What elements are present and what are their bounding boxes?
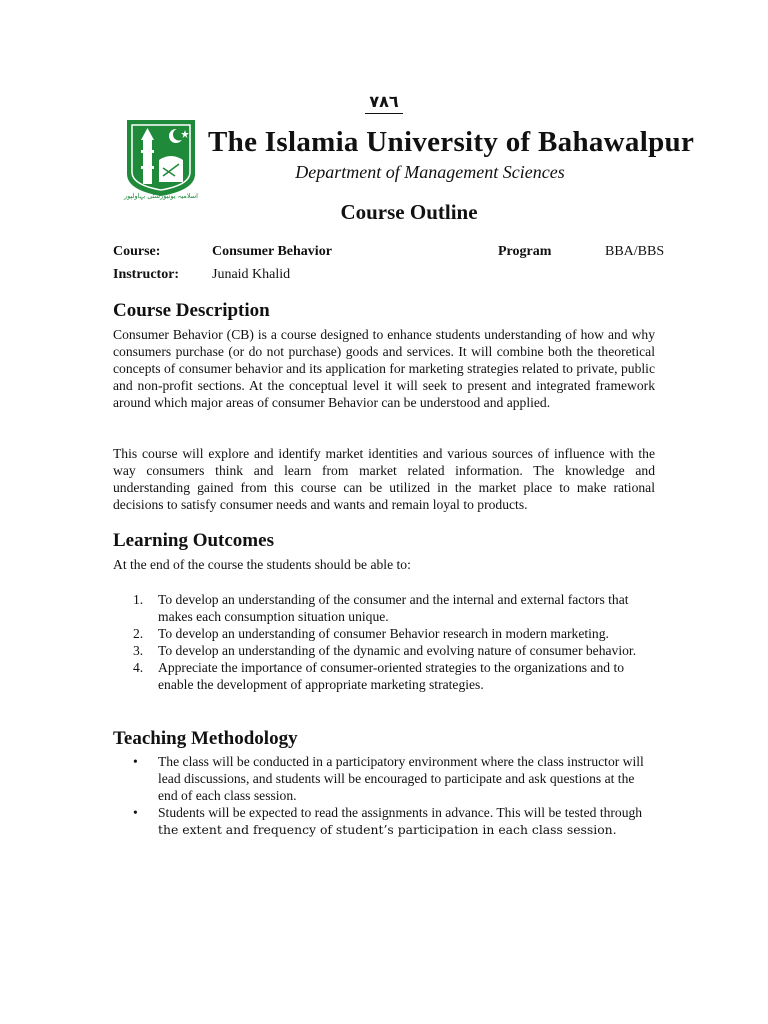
list-number: 4. [133,660,144,675]
list-text: To develop an understanding of consumer Behavior research in modern marketing. [158,626,609,641]
list-item [113,625,655,642]
list-item [113,642,655,659]
list-text-continued: the extent and frequency of student’s participation in each class session. [158,822,617,837]
instructor-value: Junaid Khalid [212,267,291,282]
list-number: 2. [133,626,144,641]
bismillah-numeral: ٧٨٦ [0,92,768,114]
university-name: The Islamia University of Bahawalpur [208,126,695,158]
outcomes-intro: At the end of the course the students should be able to: [113,557,411,572]
methodology-list [113,753,655,838]
list-item [113,591,655,625]
department-name: Department of Management Sciences [295,162,565,182]
program-label: Program [498,244,552,259]
university-crest-icon [119,116,203,200]
course-label: Course: [113,244,161,259]
course-value: Consumer Behavior [212,244,332,259]
list-item [113,753,655,804]
crest-inscription: اسلامیہ یونیورسٹی بہاولپور [124,192,198,200]
list-text: Students will be expected to read the assignments in advance. This will be tested through [158,805,643,820]
page-title: Course Outline [340,200,478,224]
list-text: Appreciate the importance of consumer-oriented strategies to the organizations and to enable the development of appropriate marketing strategies. [158,660,625,692]
instructor-label: Instructor: [113,267,180,282]
list-text: To develop an understanding of the consumer and the internal and external factors that makes each consumption situation unique. [158,592,629,624]
list-number: 3. [133,643,144,658]
list-text: To develop an understanding of the dynamic and evolving nature of consumer behavior. [158,643,637,658]
program-value: BBA/BBS [605,244,665,259]
list-text: The class will be conducted in a participatory environment where the class instructor will lead discussions, and students will be encouraged to participate and ask questions at the end of each class session. [158,754,644,803]
bullet-icon: • [133,754,138,769]
learning-outcomes-heading: Learning Outcomes [113,530,274,551]
outcomes-list [113,591,655,693]
description-paragraph-2: This course will explore and identify market identities and various sources of influence with the way consumers think and learn from market related information. The knowledge and understanding gained from this course can be utilized in the market place to make rational decisions to satisfy consumer needs and wants and remain loyal to products. [113,446,655,512]
teaching-methodology-heading: Teaching Methodology [113,728,298,749]
list-item [113,804,655,838]
list-number: 1. [133,592,144,607]
list-item [113,659,655,693]
course-description-heading: Course Description [113,300,270,321]
bullet-icon: • [133,805,138,820]
description-paragraph-1: Consumer Behavior (CB) is a course designed to enhance students understanding of how and why consumers purchase (or do not purchase) goods and services. It will combine both the theoretical concepts of consumer behavior and its application for marketing strategies related to private, public and non-profit sections. At the conceptual level it will seek to present and integrated framework around which major areas of consumer Behavior can be understood and applied. [113,327,655,410]
